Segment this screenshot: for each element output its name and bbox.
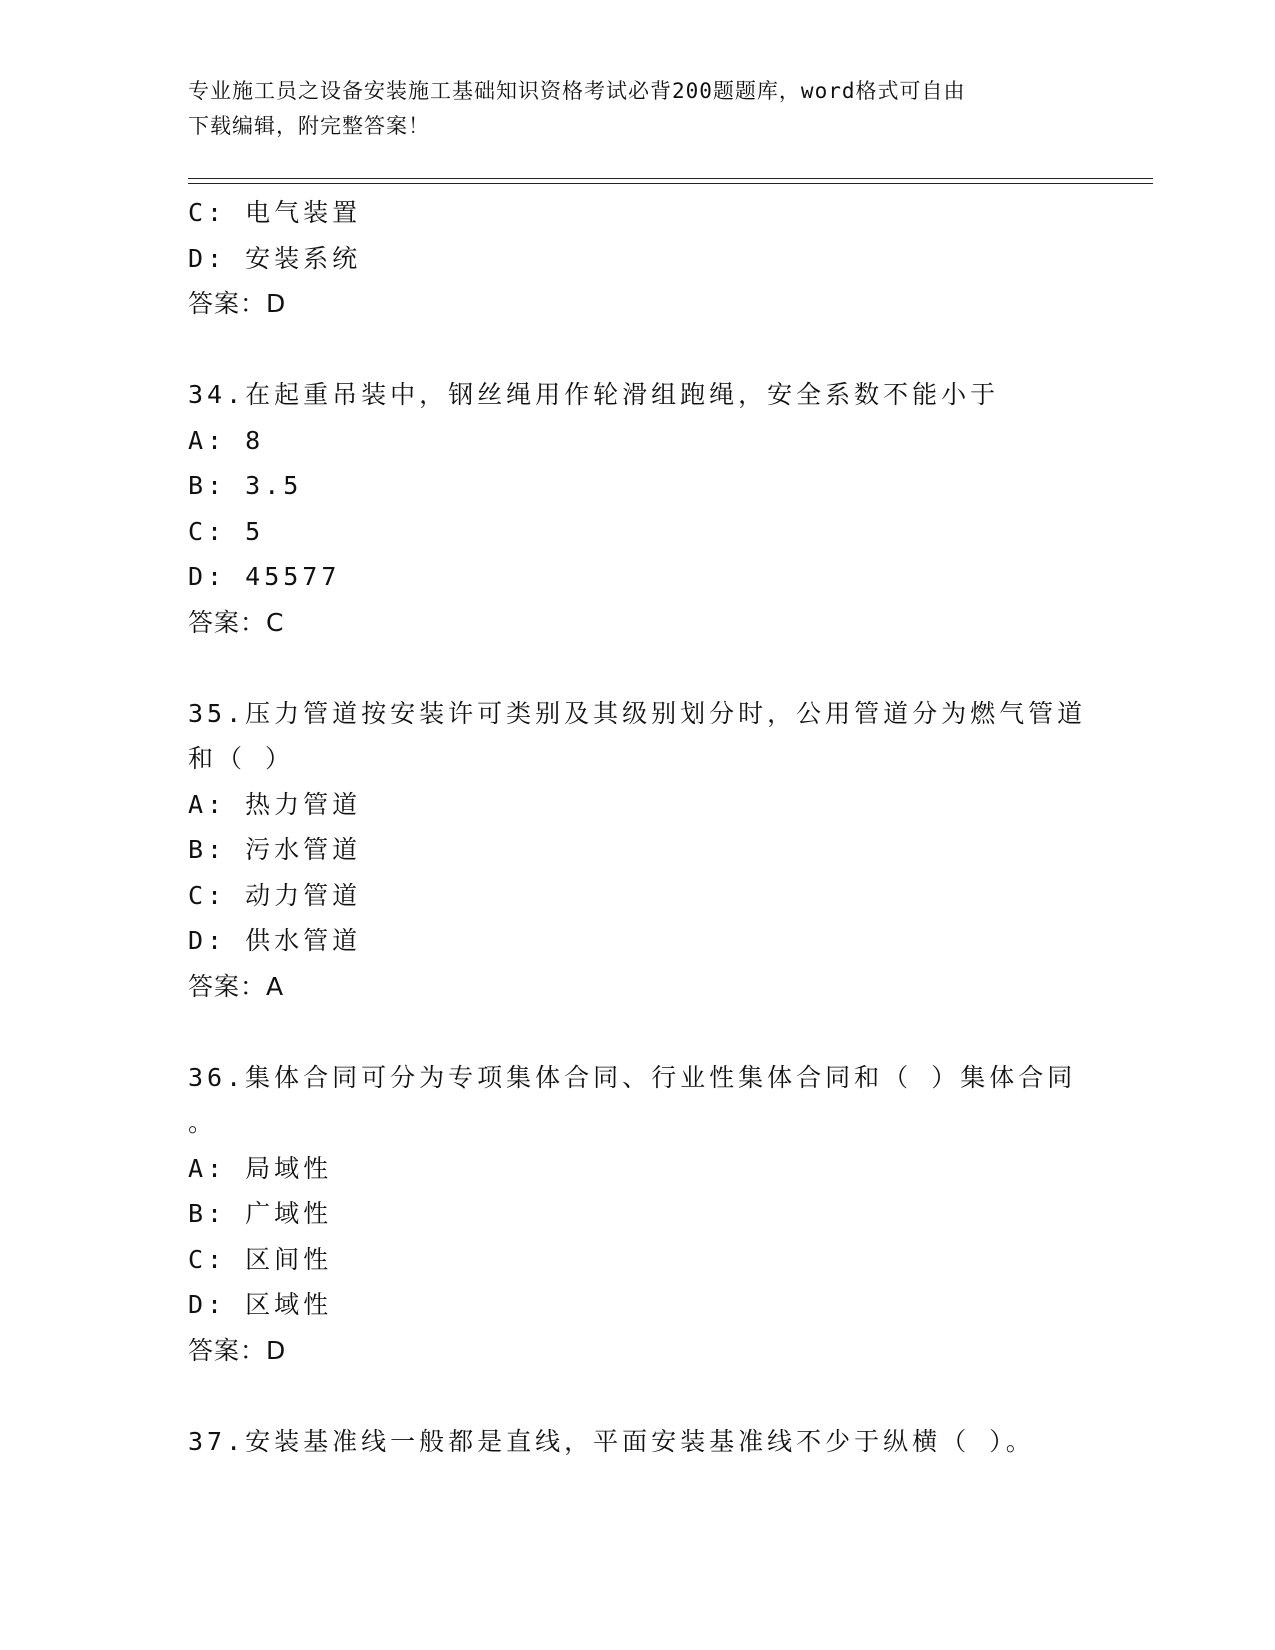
question-text-line-1: 35.压力管道按安装许可类别及其级别划分时，公用管道分为燃气管道 [188, 698, 1087, 728]
answer-line: 答案：D [188, 289, 287, 318]
question-34 [188, 372, 1088, 645]
question-text-line-2: 和（ ） [188, 744, 295, 773]
option-c: C: 动力管道 [188, 880, 362, 910]
header-divider-bottom [188, 183, 1153, 184]
answer-line: 答案：C [188, 607, 285, 637]
option-d: D: 供水管道 [188, 926, 362, 955]
option-b: B: 污水管道 [188, 835, 362, 864]
option-c: C: 区间性 [188, 1244, 333, 1274]
document-header [188, 74, 1068, 144]
question-list [188, 190, 1088, 1464]
header-line-2: 下载编辑，附完整答案！ [188, 114, 430, 138]
option-d: D: 区域性 [188, 1290, 333, 1319]
question-33-fragment [188, 190, 1088, 327]
header-line-1: 专业施工员之设备安装施工基础知识资格考试必背200题题库，word格式可自由 [188, 79, 966, 103]
option-a: A: 局域性 [188, 1153, 333, 1183]
option-b: B: 3.5 [188, 471, 303, 500]
spacer [188, 1373, 1088, 1419]
question-36 [188, 1055, 1088, 1374]
spacer [188, 1009, 1088, 1055]
answer-line: 答案：D [188, 1335, 287, 1365]
question-text: 34.在起重吊装中，钢丝绳用作轮滑组跑绳，安全系数不能小于 [188, 380, 1000, 409]
question-37 [188, 1419, 1088, 1465]
option-d: D: 安装系统 [188, 243, 362, 273]
question-text-line-2: 。 [188, 1108, 218, 1137]
spacer [188, 327, 1088, 373]
option-b: B: 广域性 [188, 1199, 333, 1228]
answer-line: 答案：A [188, 971, 285, 1001]
question-text: 37.安装基准线一般都是直线，平面安装基准线不少于纵横（ ）。 [188, 1426, 1035, 1456]
option-c: C: 电气装置 [188, 198, 362, 227]
spacer [188, 645, 1088, 691]
question-35 [188, 691, 1088, 1010]
option-d: D: 45577 [188, 562, 341, 591]
option-a: A: 8 [188, 425, 265, 455]
option-c: C: 5 [188, 516, 265, 546]
header-divider-top [188, 178, 1153, 179]
option-a: A: 热力管道 [188, 789, 362, 819]
question-text-line-1: 36.集体合同可分为专项集体合同、行业性集体合同和（ ）集体合同 [188, 1062, 1077, 1092]
